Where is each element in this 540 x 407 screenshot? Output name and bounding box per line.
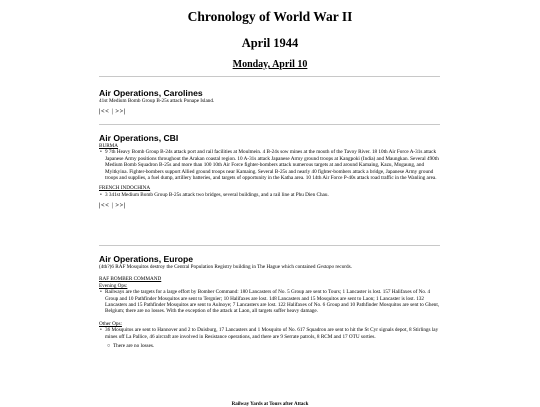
burma-list (99, 149, 441, 181)
intro-italic: Gestapo (316, 264, 335, 270)
nav-arrows (99, 202, 441, 209)
divider (99, 124, 440, 125)
section-heading: Air Operations, Carolines (99, 88, 203, 98)
page-title: Chronology of World War II (187, 9, 353, 24)
evening-ops-label: Evening Ops: (99, 282, 128, 289)
sub-list (99, 343, 441, 349)
section-intro (99, 264, 441, 270)
intro-end: records. (334, 264, 352, 270)
evening-list (99, 289, 441, 315)
intro-text: (4th?)6 RAF Mosquitos destroy the Central Population Registry building in The Hague which contained (99, 264, 317, 270)
nav-arrows (99, 108, 441, 115)
section-heading: Air Operations, Europe (99, 254, 194, 264)
nav-prev-link[interactable]: |<< (99, 108, 110, 116)
nav-separator: | (111, 108, 114, 116)
subsection-burma: BURMA (99, 143, 119, 149)
section-heading: Air Operations, CBI (99, 133, 179, 143)
list-item: • Railways are the targets for a large effort by Bomber Command: 180 Lancasters of No. 5 Group are sent to Tours; 1 Lancaster is lost. 157 Halifaxes of No. 4 Group and 10 Pathfinder Mosquitos are sent to Tergnier; 10 Halifaxes are lost. 148 Lancasters and 15 Mosquitos are sent to Laon; 1 Lancaster is lost. 132 Lancasters and 15 Pathfinder Mosquitos are sent to Aulnoye; 7 Lancasters are lost. 122 Halifaxes of No. 6 Group and 10 Pathfinder Mosquitos are sent to Ghent, Belgium; there are no losses. With the exception of the attack at Laon, all targets suffer heavy damage. (105, 289, 441, 315)
other-list (99, 327, 441, 340)
other-ops-label: Other Ops: (99, 320, 122, 327)
indochina-list (99, 192, 441, 198)
divider (99, 76, 440, 77)
section-carolines (99, 88, 441, 115)
date-heading: Monday, April 10 (232, 59, 308, 70)
nav-next-link[interactable]: >>| (115, 108, 126, 116)
list-item: • 3 341st Medium Bomb Group B-25s attack two bridges, several buildings, and a rail line at Phu Dien Chau. (105, 192, 441, 198)
list-item: • 36 Mosquitos are sent to Hannover and 2 to Duisburg, 17 Lancasters and 1 Mosquito of No. 617 Squadron are sent to hit the St Cyr signals depot, 8 Stirlings lay mines off La Pallice, 46 aircraft are involved in Resistance operations, and there are 9 Serrate patrols, 8 RCM and 17 OTU sorties. (105, 327, 441, 340)
list-item: • 9 7th Heavy Bomb Group B-24s attack port and rail facilities at Moulmein. 4 B-24s sow mines at the mouth of the Tavoy River. 18 10th Air Force A-31s attack Japanese Army positions throughout the Arakan coastal region. 10 A-31s attack Japanese Army ground troops at Kangpoki (India) and Maungkan. Several 490th Medium Bomb Squadron B-25s and more than 100 10th Air Force fighter-bombers attack numerous targets at and around Kamaing, Kazu, Mogaung, and Myitkyina. Fighter-bombers support Allied ground troops near Kamaing. Several B-25s and nearly 40 fighter-bombers attack a bridge, Japanese Army ground troops and supplies, a fuel dump, artillery batteries, and targets of opportunity in the Katha area. 10 14th Air Force P-40s attack road traffic in the Wanling area. (105, 149, 441, 181)
nav-separator: | (111, 202, 114, 210)
divider (99, 245, 440, 246)
list-item: ○ There are no losses. (113, 343, 441, 349)
subsection-bomber-command: RAF BOMBER COMMAND (99, 276, 162, 283)
section-text: 41st Medium Bomb Group B-25s attack Ponape Island. (99, 98, 215, 104)
page-subtitle: April 1944 (241, 36, 299, 50)
nav-prev-link[interactable]: |<< (99, 202, 110, 210)
image-caption: Railway Yards at Tours after Attack (231, 402, 309, 407)
section-europe (99, 254, 441, 349)
nav-next-link[interactable]: >>| (115, 202, 126, 210)
subsection-indochina: FRENCH INDOCHINA (99, 185, 151, 192)
section-cbi (99, 133, 441, 209)
